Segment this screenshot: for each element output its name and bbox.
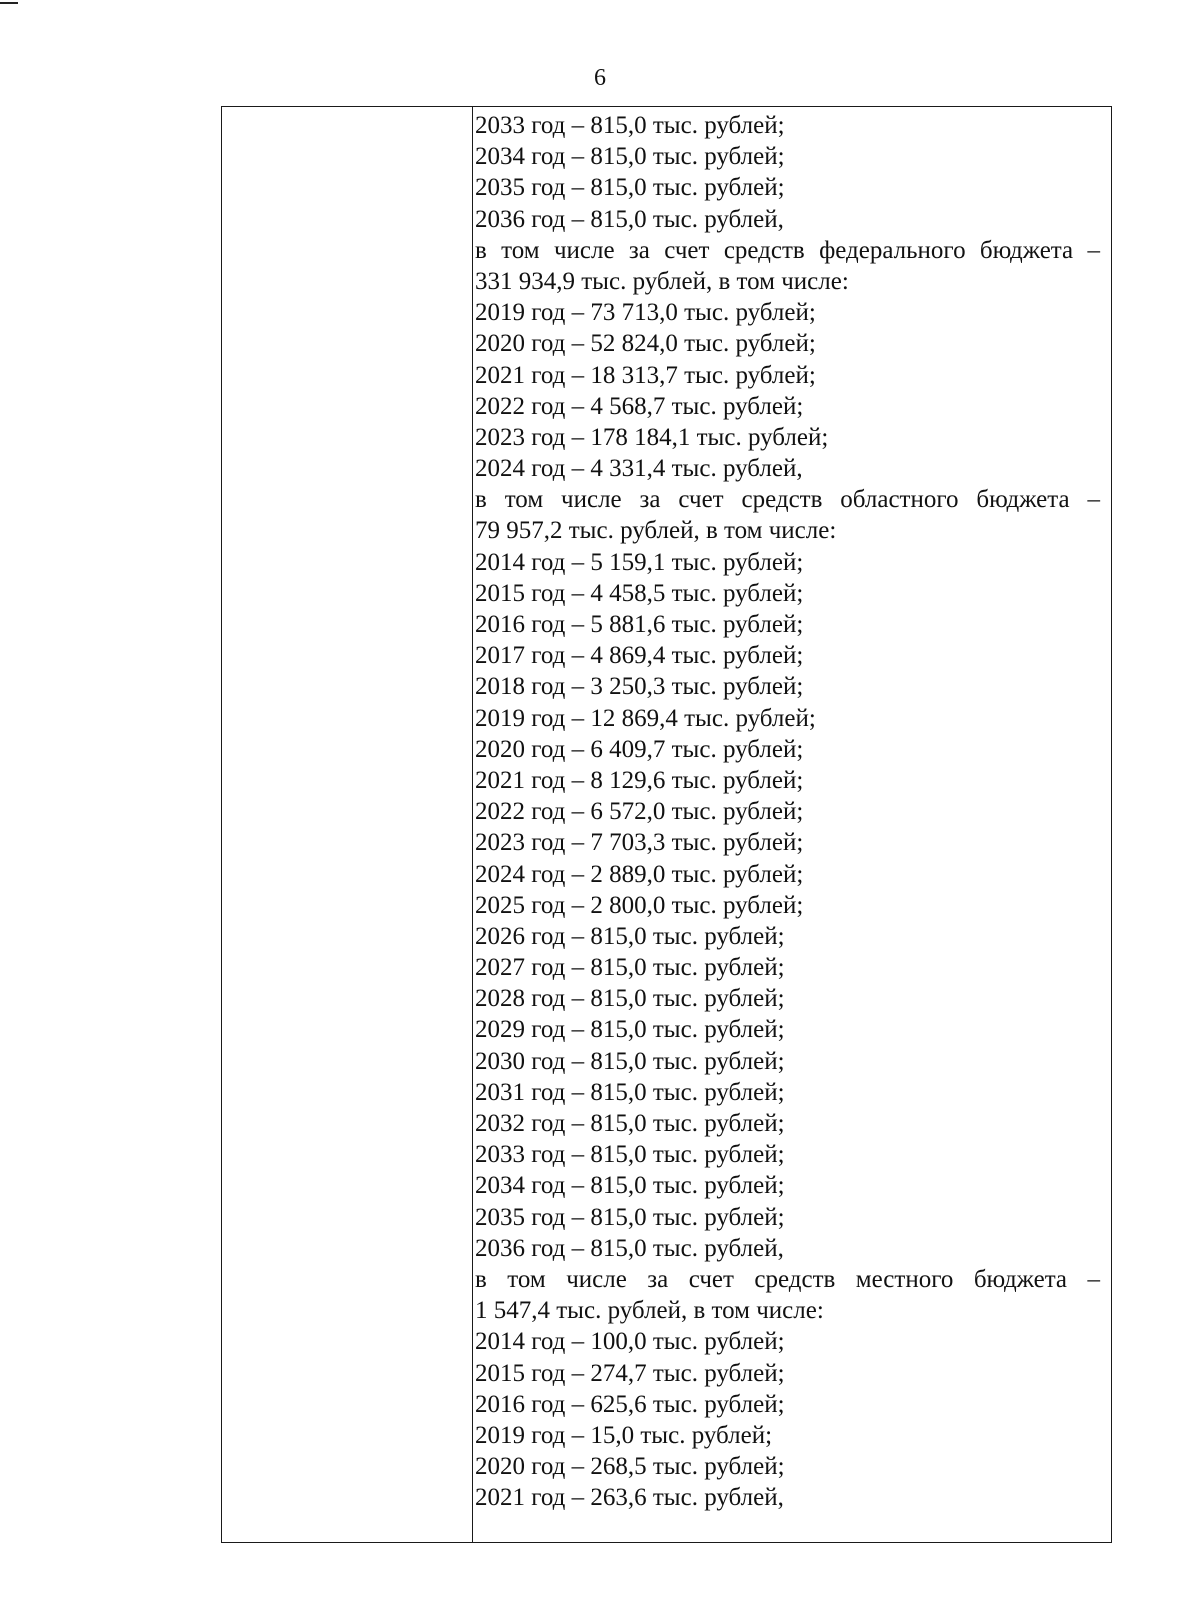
table-line: 2027 год – 815,0 тыс. рублей; <box>475 954 785 982</box>
table-line: 2035 год – 815,0 тыс. рублей; <box>475 1203 785 1231</box>
table-line: 2022 год – 6 572,0 тыс. рублей; <box>475 798 804 826</box>
table-line: 2028 год – 815,0 тыс. рублей; <box>475 985 785 1013</box>
table-line: 2014 год – 5 159,1 тыс. рублей; <box>475 548 804 576</box>
table-line: 2034 год – 815,0 тыс. рублей; <box>475 143 785 171</box>
table-line: 2024 год – 4 331,4 тыс. рублей, <box>475 455 803 483</box>
table-line: 2023 год – 7 703,3 тыс. рублей; <box>475 829 804 857</box>
table-line: 2033 год – 815,0 тыс. рублей; <box>475 1141 785 1169</box>
table-line: 2035 год – 815,0 тыс. рублей; <box>475 174 785 202</box>
table-line: 2030 год – 815,0 тыс. рублей; <box>475 1047 785 1075</box>
table-line: 2018 год – 3 250,3 тыс. рублей; <box>475 673 804 701</box>
table-line: 2036 год – 815,0 тыс. рублей, <box>475 205 784 233</box>
column-divider <box>472 107 473 1542</box>
table-line: 2029 год – 815,0 тыс. рублей; <box>475 1016 785 1044</box>
table-line: 2022 год – 4 568,7 тыс. рублей; <box>475 392 804 420</box>
table-line: 2015 год – 274,7 тыс. рублей; <box>475 1359 785 1387</box>
table-line: 2017 год – 4 869,4 тыс. рублей; <box>475 642 804 670</box>
table-line: 2033 год – 815,0 тыс. рублей; <box>475 112 785 139</box>
table-line: 2023 год – 178 184,1 тыс. рублей; <box>475 423 829 451</box>
table-line: 2019 год – 73 713,0 тыс. рублей; <box>475 299 816 327</box>
table-line: 2019 год – 15,0 тыс. рублей; <box>475 1421 773 1449</box>
local-budget-heading: в том числе за счет средств местного бюджета – <box>475 1265 1100 1293</box>
funding-table <box>221 106 1112 1543</box>
scan-corner-mark <box>0 2 18 4</box>
funding-details-cell <box>475 110 1100 1513</box>
table-line: 2021 год – 263,6 тыс. рублей, <box>475 1484 784 1512</box>
page-number: 6 <box>594 65 606 91</box>
federal-budget-heading: в том числе за счет средств федерального бюджета – <box>475 236 1100 264</box>
table-line: 2026 год – 815,0 тыс. рублей; <box>475 922 785 950</box>
table-line: 2016 год – 5 881,6 тыс. рублей; <box>475 611 804 638</box>
table-line: 2025 год – 2 800,0 тыс. рублей; <box>475 891 804 919</box>
table-line: 2021 год – 8 129,6 тыс. рублей; <box>475 766 804 794</box>
table-line: 2016 год – 625,6 тыс. рублей; <box>475 1390 785 1418</box>
table-line: 2020 год – 6 409,7 тыс. рублей; <box>475 735 804 763</box>
table-line: 2015 год – 4 458,5 тыс. рублей; <box>475 579 804 607</box>
table-line: 2036 год – 815,0 тыс. рублей, <box>475 1234 784 1262</box>
table-line: 2019 год – 12 869,4 тыс. рублей; <box>475 704 816 732</box>
table-line: 2020 год – 268,5 тыс. рублей; <box>475 1453 785 1481</box>
regional-budget-total: 79 957,2 тыс. рублей, в том числе: <box>475 517 837 545</box>
table-line: 2021 год – 18 313,7 тыс. рублей; <box>475 361 816 389</box>
table-line: 2024 год – 2 889,0 тыс. рублей; <box>475 860 804 888</box>
local-budget-total: 1 547,4 тыс. рублей, в том числе: <box>475 1297 824 1325</box>
table-line: 2020 год – 52 824,0 тыс. рублей; <box>475 330 816 358</box>
table-line: 2014 год – 100,0 тыс. рублей; <box>475 1328 785 1356</box>
table-line: 2031 год – 815,0 тыс. рублей; <box>475 1078 785 1106</box>
table-line: 2034 год – 815,0 тыс. рублей; <box>475 1172 785 1200</box>
table-line: 2032 год – 815,0 тыс. рублей; <box>475 1110 785 1137</box>
regional-budget-heading: в том числе за счет средств областного бюджета – <box>475 486 1100 514</box>
federal-budget-total: 331 934,9 тыс. рублей, в том числе: <box>475 267 849 295</box>
